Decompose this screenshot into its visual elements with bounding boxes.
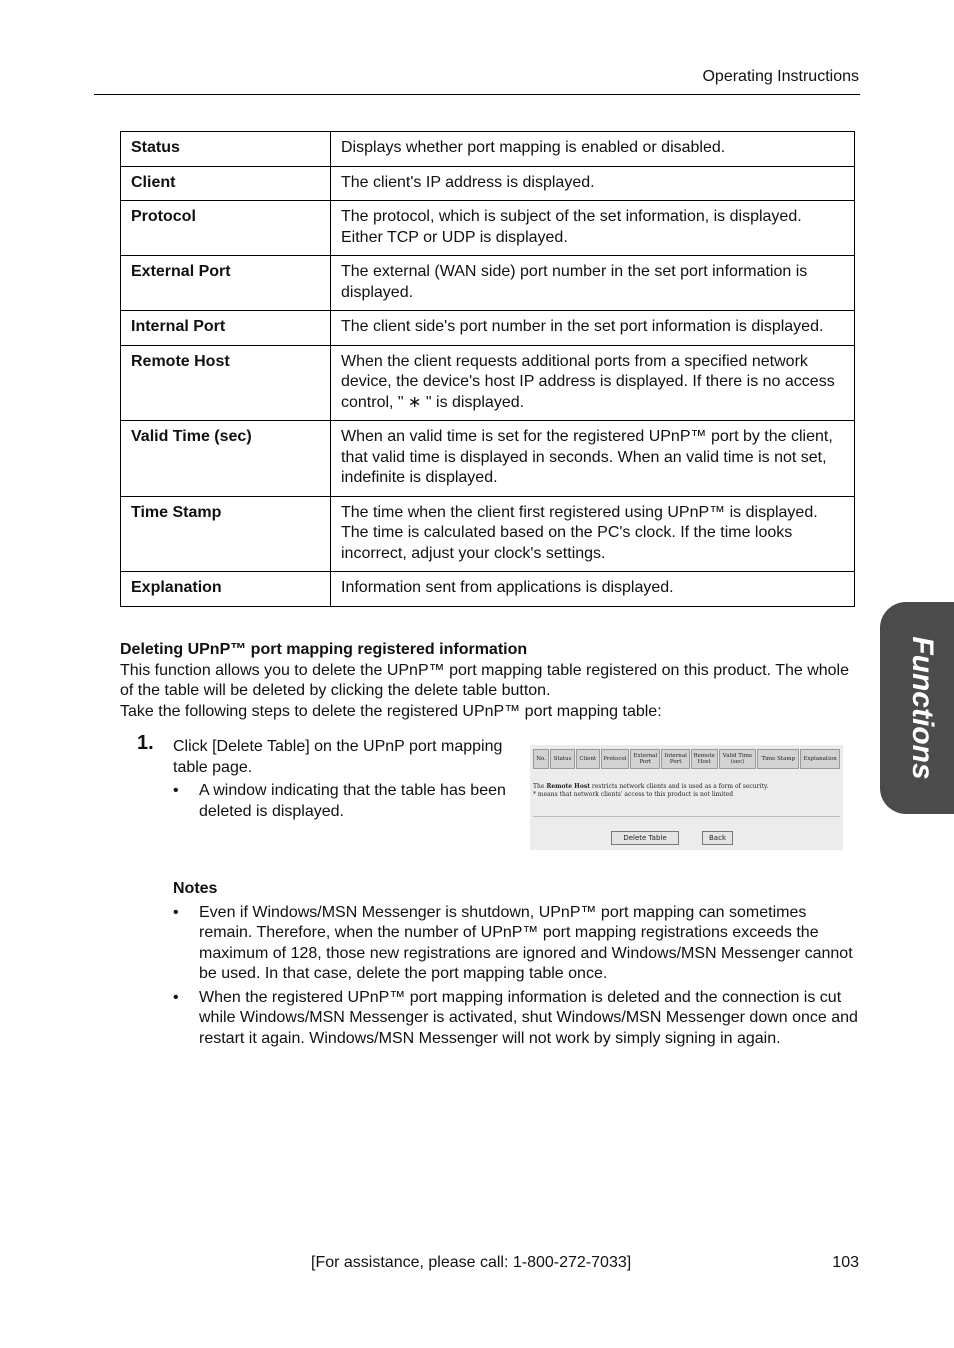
section-heading: Deleting UPnP™ port mapping registered information [120, 641, 528, 658]
header-rule [94, 94, 860, 95]
notes-item-text: When the registered UPnP™ port mapping information is deleted and the connection is cut while Windows/MSN Messenger is activated, shut Windows/MSN Messenger down once and restart it again. Windows/MSN Messenger will not work by simply signing in again. [199, 988, 858, 1047]
header-title: Operating Instructions [702, 68, 859, 85]
bullet-icon: • [173, 903, 179, 921]
table-row [121, 256, 855, 311]
row-description: The client side's port number in the set port information is displayed. [331, 311, 855, 346]
table-row [121, 345, 855, 421]
functions-side-tab [880, 602, 954, 814]
screenshot-column-header: Explanation [800, 749, 840, 769]
screenshot-column-header: Remote Host [691, 749, 718, 769]
screenshot-note [533, 783, 768, 790]
screenshot-column-header: No. [533, 749, 549, 769]
notes-block [173, 879, 863, 1052]
bullet-icon: • [173, 988, 179, 1006]
table-row [121, 496, 855, 572]
screenshot-column-header: Client [576, 749, 600, 769]
notes-item-text: Even if Windows/MSN Messenger is shutdown, UPnP™ port mapping can sometimes remain. Therefore, when the number of UPnP™ port mapping registrations exceeds the maximum of 128, those new registrations are ignored and Windows/MSN Messenger cannot be used. In that case, delete the port mapping table once. [199, 903, 853, 982]
screenshot-column-header: Time Stamp [757, 749, 799, 769]
screenshot-column-header: Valid Time (sec) [719, 749, 757, 769]
row-term: Remote Host [121, 345, 331, 421]
page-number: 103 [832, 1254, 859, 1271]
notes-title: Notes [173, 880, 218, 897]
row-term: Protocol [121, 201, 331, 256]
section-paragraph: Take the following steps to delete the registered UPnP™ port mapping table: [120, 702, 662, 720]
table-row [121, 132, 855, 167]
screenshot-column-header: External Port [630, 749, 660, 769]
screenshot-note-2: * means that network clients' access to this product is not limited [533, 791, 734, 798]
port-mapping-screenshot [530, 745, 843, 850]
step-bullet [173, 781, 518, 822]
screenshot-note-rest: restricts network clients and is used as a form of security. [589, 783, 769, 790]
notes-item [173, 903, 863, 985]
footer-assistance: [For assistance, please call: 1-800-272-7033] [311, 1254, 632, 1271]
row-description: The protocol, which is subject of the set information, is displayed. Either TCP or UDP is displayed. [331, 201, 855, 256]
delete-table-button[interactable]: Delete Table [611, 831, 679, 845]
screenshot-note-bold: Remote Host [546, 783, 590, 790]
table-row [121, 311, 855, 346]
table-row [121, 421, 855, 497]
step-instruction: Click [Delete Table] on the UPnP port mapping table page. [173, 738, 503, 776]
back-button[interactable]: Back [702, 831, 733, 845]
screenshot-divider [533, 816, 840, 817]
step-1 [173, 737, 518, 822]
row-description: When the client requests additional ports from a specified network device, the device's host IP address is displayed. If there is no access control, " ∗ " is displayed. [331, 345, 855, 421]
delete-section [120, 640, 862, 722]
screenshot-table-header [533, 749, 840, 769]
row-description: The time when the client first registered using UPnP™ is displayed. The time is calculated based on the PC's clock. If the time looks incorrect, adjust your clock's settings. [331, 496, 855, 572]
table-row [121, 572, 855, 607]
section-paragraph: This function allows you to delete the UPnP™ port mapping table registered on this product. The whole of the table will be deleted by clicking the delete table button. [120, 661, 850, 699]
row-term: Client [121, 166, 331, 201]
screenshot-note-prefix: The [533, 783, 547, 790]
row-term: External Port [121, 256, 331, 311]
row-term: Valid Time (sec) [121, 421, 331, 497]
row-term: Status [121, 132, 331, 167]
screenshot-column-header: Status [550, 749, 575, 769]
step-bullet-text: A window indicating that the table has been deleted is displayed. [199, 782, 506, 820]
notes-item [173, 988, 863, 1050]
table-row [121, 201, 855, 256]
screenshot-column-header: Internal Port [661, 749, 689, 769]
row-term: Internal Port [121, 311, 331, 346]
table-row [121, 166, 855, 201]
side-tab-label: Functions [906, 636, 939, 780]
row-description: The external (WAN side) port number in the set port information is displayed. [331, 256, 855, 311]
row-description: Information sent from applications is displayed. [331, 572, 855, 607]
row-description: Displays whether port mapping is enabled or disabled. [331, 132, 855, 167]
screenshot-column-header: Protocol [601, 749, 629, 769]
field-description-table [120, 131, 855, 607]
step-number: 1. [137, 732, 154, 754]
row-term: Explanation [121, 572, 331, 607]
row-term: Time Stamp [121, 496, 331, 572]
row-description: When an valid time is set for the registered UPnP™ port by the client, that valid time is displayed in seconds. When an valid time is not set, indefinite is displayed. [331, 421, 855, 497]
row-description: The client's IP address is displayed. [331, 166, 855, 201]
bullet-icon: • [173, 782, 179, 799]
